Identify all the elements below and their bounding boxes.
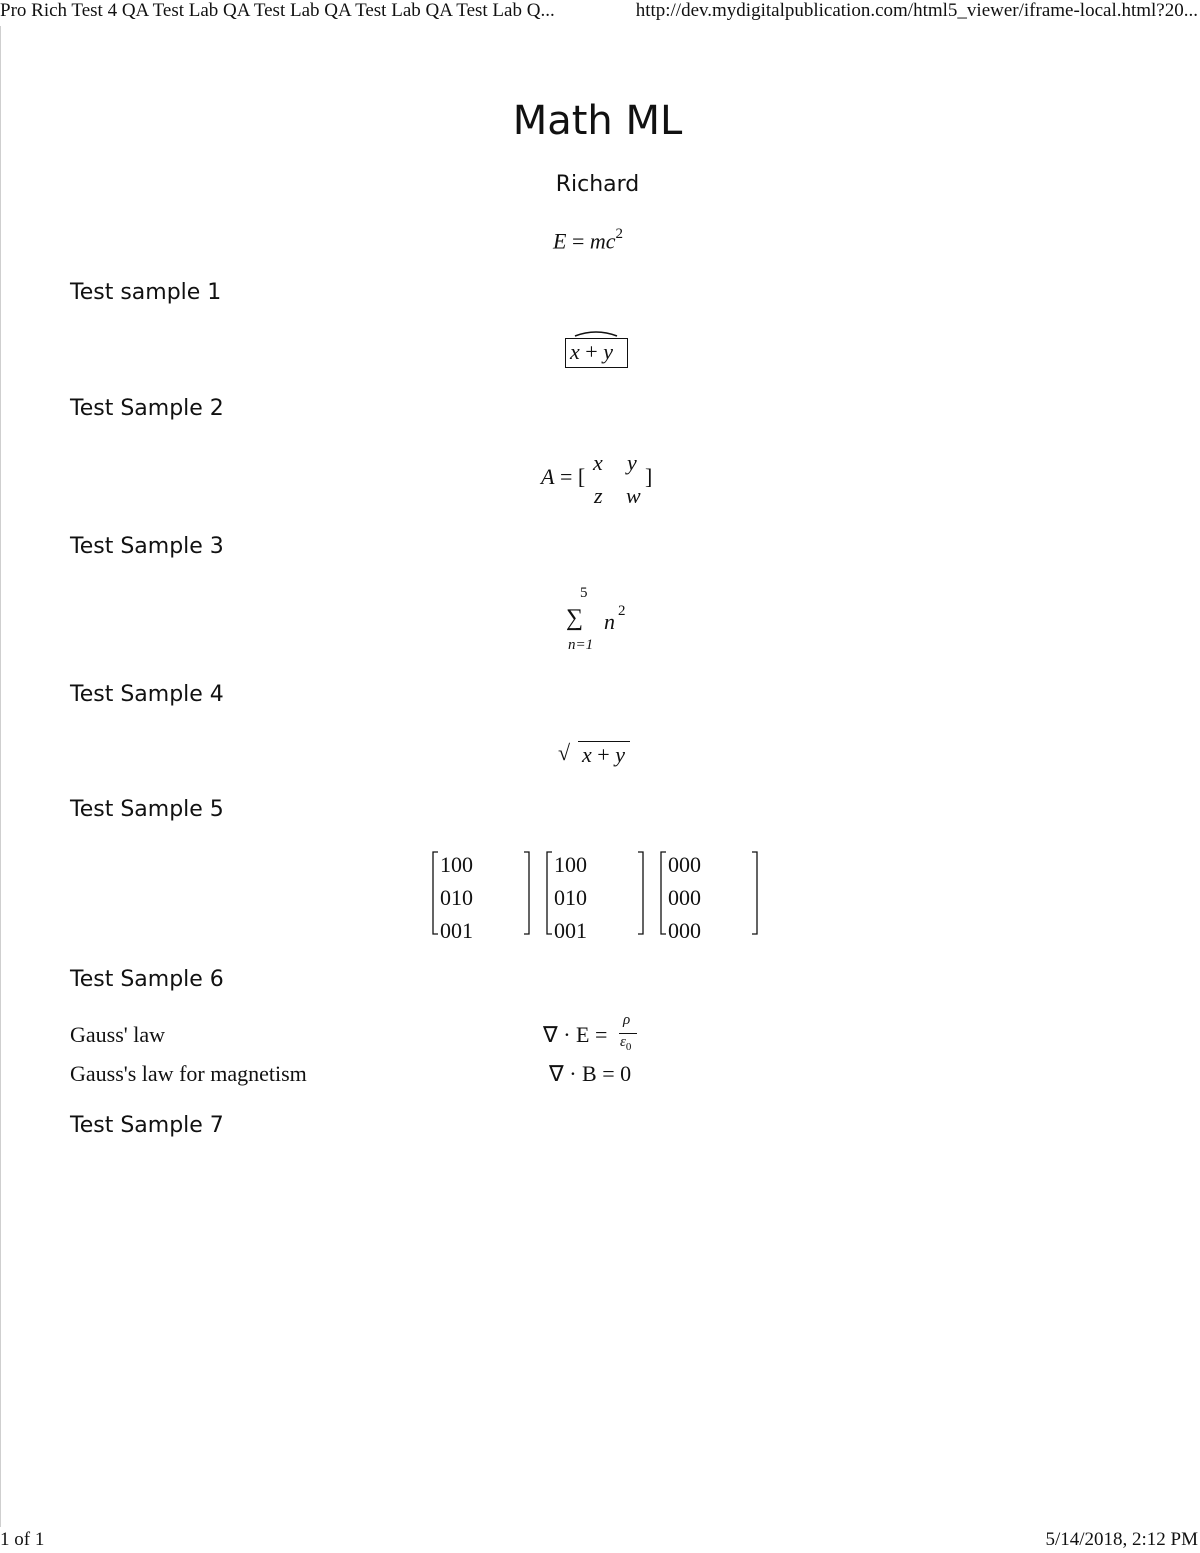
intro-eq: = [571,228,585,254]
matrix-cell: 0 [679,917,690,943]
sample2-expression [541,450,661,510]
sample1-math [570,339,613,365]
intro-rhs: mc [589,228,616,254]
radicand [582,742,625,768]
sample3-expression [560,585,640,660]
matrix-cell: 0 [440,884,451,910]
matrix-cell: 1 [554,851,565,877]
matrix-cell: 1 [565,884,576,910]
operator-plus: + [597,742,610,767]
var-y: y [603,339,613,364]
matrix-cell: 0 [462,851,473,877]
radical-icon: √ [558,740,571,765]
intro-equation [553,228,623,254]
law-name: Gauss' law [70,1022,166,1047]
section-heading: Test Sample 5 [70,797,224,822]
sample1-expression [565,330,628,368]
intro-exponent: 2 [615,226,624,242]
section-heading: Test Sample 3 [70,534,224,559]
matrix-cell: 0 [668,851,679,877]
matrix-cell: x [593,450,603,475]
matrix-cell: 1 [576,917,587,943]
matrix-cell: 0 [679,884,690,910]
matrix-cell: 0 [440,917,451,943]
matrix-cell: w [626,483,641,508]
matrix-cell: 0 [679,851,690,877]
intro-lhs: E [553,228,567,254]
bracket-open: [ [577,464,586,489]
matrix-cell: 1 [462,917,473,943]
matrix-cell: 0 [565,851,576,877]
matrix-cell: 1 [440,851,451,877]
matrix-cell: 0 [690,851,701,877]
equation-lhs: ∇ · E = [543,1022,608,1047]
fraction-numerator: ρ [623,1012,631,1028]
section-heading: Test sample 1 [70,280,222,305]
var-x: x [570,339,580,364]
print-page-title: Pro Rich Test 4 QA Test Lab QA Test Lab QA Test Lab QA Test Lab Q... [0,0,555,21]
matrix-cell: 0 [690,917,701,943]
var-y: y [615,742,625,767]
matrix-cell: 0 [554,917,565,943]
law-name: Gauss's law for magnetism [70,1061,307,1086]
subscript: 0 [625,1041,632,1053]
print-url: http://dev.mydigitalpublication.com/html5_viewer/iframe-local.html?20... [635,0,1198,21]
matrix-cell: 1 [451,884,462,910]
page-count: 1 of 1 [0,1529,45,1550]
epsilon-symbol: ε [620,1034,626,1050]
section-heading: Test Sample 4 [70,682,224,707]
matrix-cell: 0 [576,851,587,877]
sigma-icon: ∑ [566,605,584,631]
document-author: Richard [555,172,640,197]
var-A: A [541,464,555,489]
sum-lower-limit: n=1 [568,637,594,653]
var-n: n [604,609,615,634]
var-x: x [582,742,592,767]
fraction-denominator [620,1034,631,1053]
matrix-cell: 0 [576,884,587,910]
section-heading: Test Sample 6 [70,967,224,992]
matrix-cell: 0 [451,851,462,877]
matrix-cell: 0 [451,917,462,943]
matrix-cell: 0 [668,884,679,910]
page-edge [0,26,1,1527]
magnetism-equation: ∇ · B = 0 [549,1061,632,1086]
sample4-expression [558,738,638,770]
section-heading: Test Sample 7 [70,1113,224,1138]
gauss-law-equation [543,1012,643,1058]
matrix-cell: 0 [690,884,701,910]
operator-plus: + [585,339,598,364]
matrix-cell: 0 [668,917,679,943]
sum-upper-limit: 5 [580,585,588,601]
matrix-cell: 0 [565,917,576,943]
bracket-close: ] [645,464,653,489]
matrix-cell: y [627,450,637,475]
document-title: Math ML [512,98,683,144]
matrix-cell: 0 [462,884,473,910]
matrix-cell: 0 [554,884,565,910]
equals-sign: = [559,464,573,489]
matrix-cell: z [594,483,603,508]
exponent: 2 [618,603,626,619]
section-heading: Test Sample 2 [70,396,224,421]
print-timestamp: 5/14/2018, 2:12 PM [1045,1529,1198,1550]
